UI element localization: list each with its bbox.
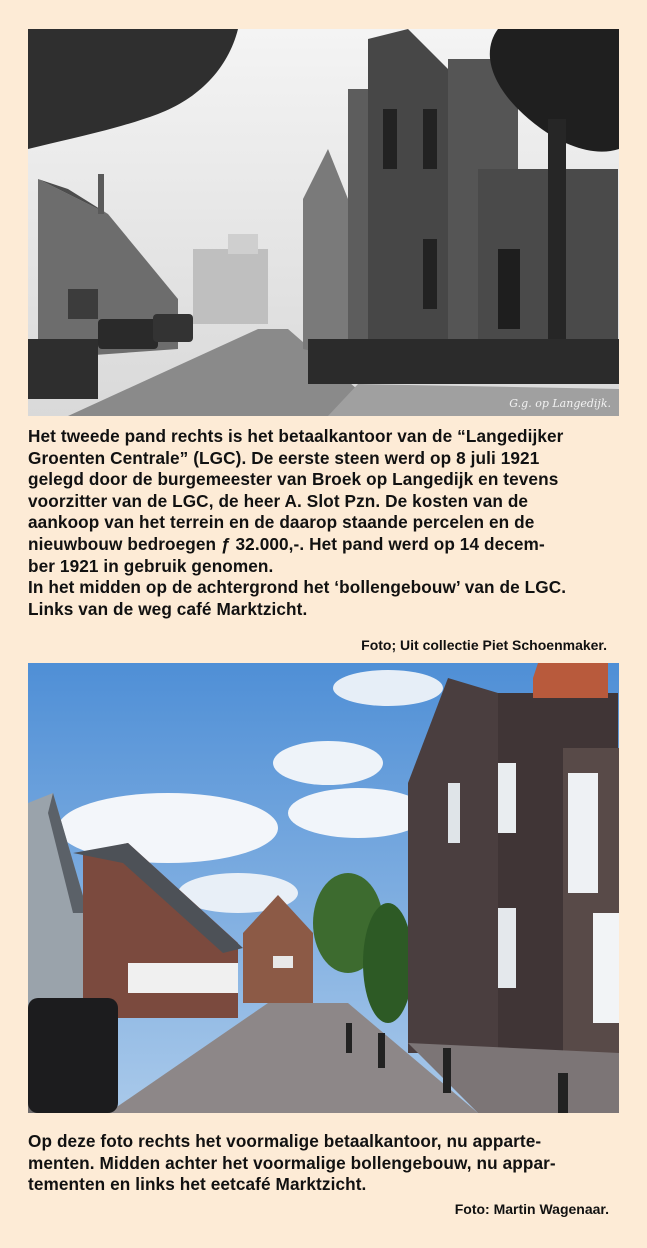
caption-line: aankoop van het terrein en de daarop staande percelen en de [28,512,535,533]
caption-line: nieuwbouw bedroegen ƒ 32.000,-. Het pand werd op 14 decem- [28,533,545,554]
photo-credit-historic: Foto; Uit collectie Piet Schoenmaker. [361,637,607,653]
modern-street-photo [28,663,619,1113]
caption-line: voorzitter van de LGC, de heer A. Slot Pzn. De kosten van de [28,490,529,511]
historic-street-photo [28,29,619,416]
caption-line: ber 1921 in gebruik genomen. [28,555,274,576]
caption-line: gelegd door de burgemeester van Broek op Langedijk en tevens [28,469,559,490]
caption-line: In het midden op de achtergrond het ‘bollengebouw’ van de LGC. [28,577,567,598]
caption-line: Links van de weg café Marktzicht. [28,598,308,619]
caption-line: Op deze foto rechts het voormalige betaalkantoor, nu apparte- [28,1131,542,1151]
caption-modern [28,1131,628,1196]
caption-line: menten. Midden achter het voormalige bollengebouw, nu appar- [28,1152,556,1173]
caption-line: tementen en links het eetcafé Marktzicht. [28,1174,367,1195]
photo-stamp: G.g. op Langedijk. [509,397,611,410]
caption-line: Groenten Centrale” (LGC). De eerste steen werd op 8 juli 1921 [28,447,540,468]
photo-credit-modern: Foto: Martin Wagenaar. [454,1201,609,1217]
caption-historic [28,426,628,620]
caption-line: Het tweede pand rechts is het betaalkantoor van de “Langedijker [28,426,564,446]
